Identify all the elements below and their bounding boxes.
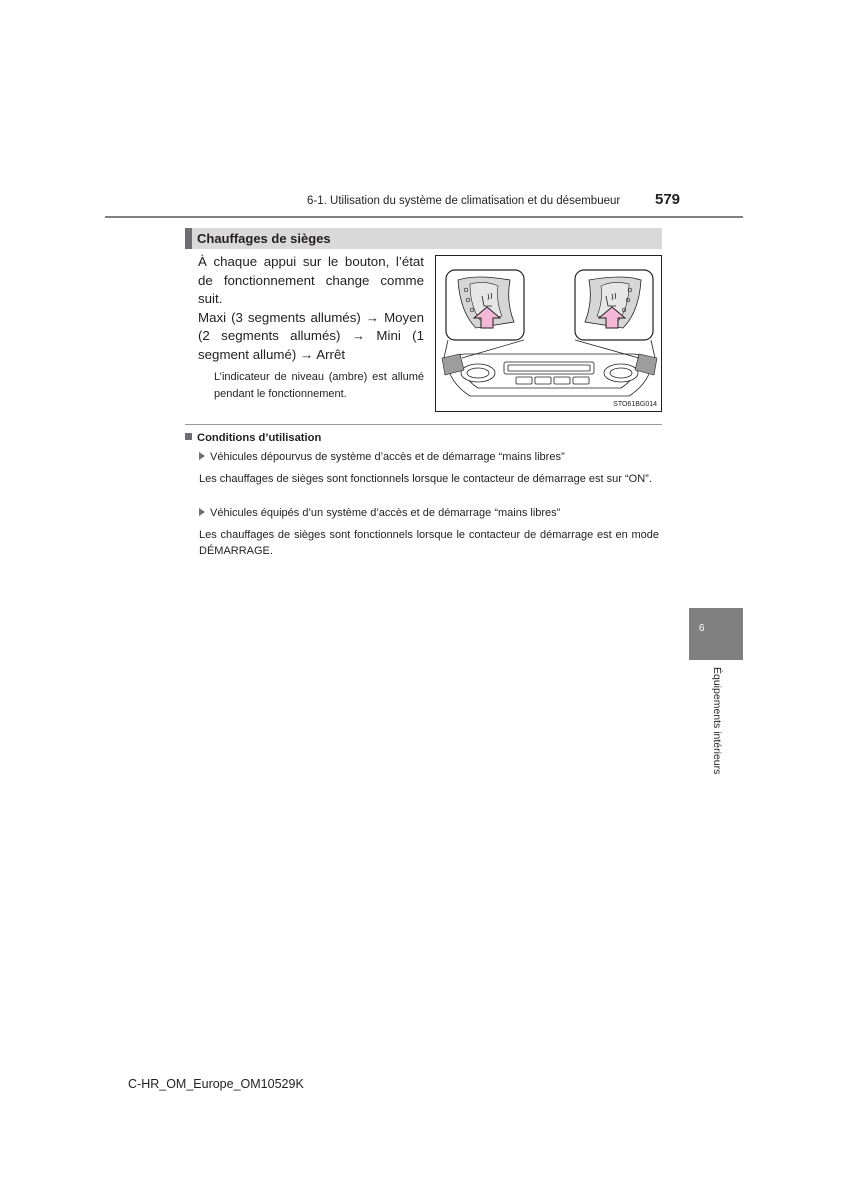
chapter-tab-number: 6 xyxy=(699,623,705,634)
square-bullet-icon xyxy=(185,433,192,440)
console-panel xyxy=(446,354,653,396)
condition-paragraph: Les chauffages de sièges sont fonctionnels lorsque le contacteur de démarrage est en mode DÉMARRAGE. xyxy=(199,529,659,557)
condition-item xyxy=(199,451,565,463)
condition-item xyxy=(199,507,560,519)
section-divider xyxy=(185,424,662,425)
page-number: 579 xyxy=(655,191,681,208)
indicator-note: L’indicateur de niveau (ambre) est allumé pendant le fonctionnement. xyxy=(214,371,424,400)
triangle-bullet-icon xyxy=(199,452,205,460)
conditions-heading-text: Conditions d’utilisation xyxy=(197,432,322,444)
condition-item-text: Véhicules équipés d’un système d’accès et de démarrage “mains libres” xyxy=(210,507,561,519)
mode-cycle-paragraph: Maxi (3 segments allumés) → Moyen (2 segments allumés) → Mini (1 segment allumé) → Arrêt xyxy=(198,309,424,362)
section-heading-bar xyxy=(185,228,662,249)
intro-paragraph: À chaque appui sur le bouton, l’état de fonctionnement change comme suit. xyxy=(198,254,424,307)
seat-heater-illustration xyxy=(436,256,663,413)
condition-item-text: Véhicules dépourvus de système d’accès et de démarrage “mains libres” xyxy=(210,451,565,463)
section-heading-accent xyxy=(185,228,192,249)
chapter-tab-label: Équipements intérieurs xyxy=(711,667,723,775)
seat-heater-figure xyxy=(435,255,662,412)
header-rule xyxy=(105,216,743,218)
header-title: 6-1. Utilisation du système de climatisation et du désembueur xyxy=(307,195,621,207)
section-intro xyxy=(198,253,424,365)
triangle-bullet-icon xyxy=(199,508,205,516)
condition-paragraph: Les chauffages de sièges sont fonctionnels lorsque le contacteur de démarrage est sur “ON”. xyxy=(199,473,652,485)
figure-code: STO61BG014 xyxy=(613,401,657,408)
section-title: Chauffages de sièges xyxy=(197,231,331,246)
conditions-heading xyxy=(185,432,321,444)
chapter-tab xyxy=(689,608,743,660)
footer-code: C-HR_OM_Europe_OM10529K xyxy=(128,1077,304,1091)
